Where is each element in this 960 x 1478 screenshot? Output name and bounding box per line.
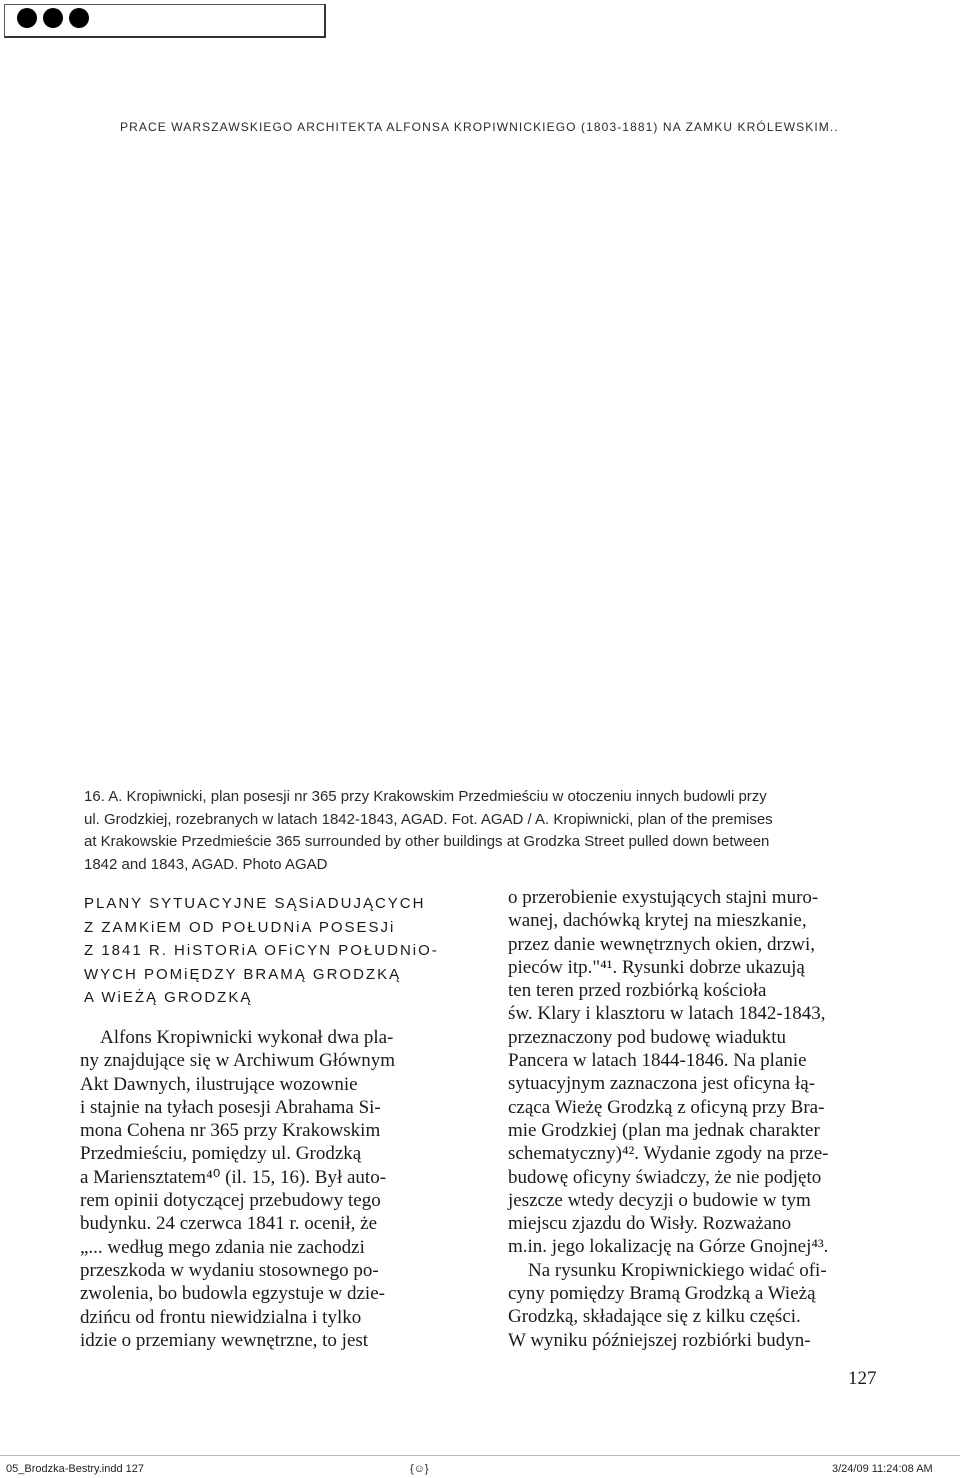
slug-mark: {☺}	[410, 1463, 429, 1475]
left-column-text	[80, 1026, 455, 1352]
caption-line: 16. A. Kropiwnicki, plan posesji nr 365 przy Krakowskim Przedmieściu w otoczeniu innych budowli przy	[84, 788, 767, 805]
caption-line: at Krakowskie Przedmieście 365 surrounded by other buildings at Grodzka Street pulled down between	[84, 833, 770, 850]
heading-line: PLANY SYTUACYJNE SĄSiADUJĄCYCH	[84, 895, 426, 912]
text-line: św. Klary i klasztoru w latach 1842-1843,	[508, 1003, 826, 1025]
running-head: PRACE WARSZAWSKIEGO ARCHITEKTA ALFONSA KROPIWNICKIEGO (1803-1881) NA ZAMKU KRÓLEWSKIM..	[120, 120, 839, 134]
bullet-icon	[17, 8, 37, 28]
text-line: ten teren przed rozbiórką kościoła	[508, 980, 767, 1002]
text-line: przeznaczony pod budowę wiaduktu	[508, 1026, 787, 1048]
heading-line: Z ZAMKiEM OD POŁUDNiA POSESJi	[84, 918, 396, 936]
text-line: Alfons Kropiwnicki wykonał dwa pla-	[100, 1027, 394, 1048]
text-line: pieców itp."⁴¹. Rysunki dobrze ukazują	[508, 956, 805, 978]
caption-line: ul. Grodzkiej, rozebranych w latach 1842-1843, AGAD. Fot. AGAD / A. Kropiwnicki, plan of the premises	[84, 810, 773, 828]
text-line: cząca Wieżę Grodzką z oficyną przy Bra-	[508, 1096, 825, 1118]
text-line: przez danie wewnętrznych okien, drzwi,	[508, 933, 816, 955]
text-line: Na rysunku Kropiwnickiego widać ofi-	[528, 1259, 827, 1281]
text-line: ny znajdujące się w Archiwum Głównym	[80, 1050, 396, 1072]
text-line: Grodzką, składające się z kilku części.	[508, 1306, 801, 1328]
section-heading	[84, 892, 454, 1010]
text-line: a Mariensztatem⁴⁰ (il. 15, 16). Był auto-	[80, 1166, 387, 1188]
slug-date: 3/24/09 11:24:08 AM	[832, 1463, 933, 1475]
text-line: mona Cohena nr 365 przy Krakowskim	[80, 1120, 381, 1142]
text-line: schematyczny)⁴². Wydanie zgody na prze-	[508, 1143, 829, 1165]
text-line: i stajnie na tyłach posesji Abrahama Si-	[80, 1096, 381, 1118]
text-line: Akt Dawnych, ilustrujące wozownie	[80, 1073, 358, 1095]
bullet-marks-box	[4, 4, 326, 38]
bullet-icon	[69, 8, 89, 28]
text-line: rem opinii dotyczącej przebudowy tego	[80, 1190, 381, 1212]
text-line: przeszkoda w wydaniu stosownego po-	[80, 1259, 379, 1281]
heading-line: WYCH POMiĘDZY BRAMĄ GRODZKĄ	[84, 965, 402, 983]
slug-file: 05_Brodzka-Bestry.indd 127	[6, 1463, 144, 1475]
text-line: „... według mego zdania nie zachodzi	[80, 1236, 365, 1258]
text-line: o przerobienie exystujących stajni muro-	[508, 887, 819, 908]
text-line: jeszcze wtedy decyzji o budowie w tym	[508, 1189, 811, 1211]
caption-line: 1842 and 1843, AGAD. Photo AGAD	[84, 855, 328, 873]
text-line: idzie o przemiany wewnętrzne, to jest	[80, 1329, 369, 1351]
text-line: wanej, dachówką krytej na mieszkanie,	[508, 910, 807, 932]
text-line: mie Grodzkiej (plan ma jednak charakter	[508, 1119, 820, 1141]
heading-line: A WiEŻĄ GRODZKĄ	[84, 989, 253, 1006]
text-line: W wyniku późniejszej rozbiórki budyn-	[508, 1329, 811, 1351]
bullet-icon	[43, 8, 63, 28]
text-line: budynku. 24 czerwca 1841 r. ocenił, że	[80, 1213, 378, 1235]
text-line: budowę oficyny świadczy, że nie podjęto	[508, 1166, 822, 1188]
figure-caption	[84, 786, 884, 876]
text-line: Pancera w latach 1844-1846. Na planie	[508, 1050, 807, 1072]
text-line: m.in. jego lokalizację na Górze Gnojnej⁴³.	[508, 1236, 829, 1258]
slug-divider	[0, 1455, 960, 1456]
right-column-text	[508, 886, 880, 1352]
heading-line: Z 1841 R. HiSTORiA OFiCYN POŁUDNiO-	[84, 942, 439, 959]
text-line: miejscu zjazdu do Wisły. Rozważano	[508, 1213, 792, 1235]
text-line: sytuacyjnym zaznaczona jest oficyna łą-	[508, 1073, 816, 1095]
text-line: zwolenia, bo budowla egzystuje w dzie-	[80, 1283, 385, 1305]
page-number: 127	[848, 1368, 877, 1389]
text-line: dzińcu od frontu niewidzialna i tylko	[80, 1306, 362, 1328]
text-line: cyny pomiędzy Bramą Grodzką a Wieżą	[508, 1283, 816, 1305]
text-line: Przedmieściu, pomiędzy ul. Grodzką	[80, 1143, 362, 1165]
